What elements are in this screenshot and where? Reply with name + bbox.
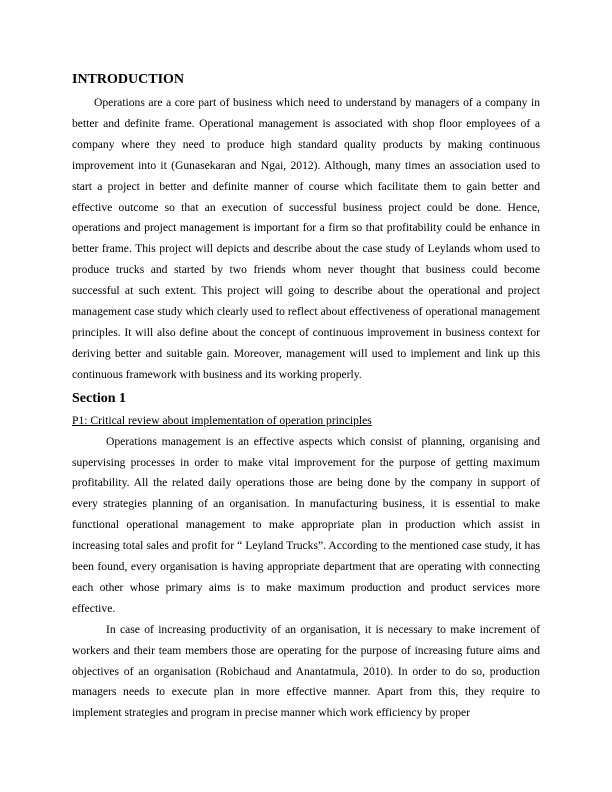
introduction-heading: INTRODUCTION	[72, 72, 185, 87]
page-content	[72, 70, 540, 724]
section-1-heading: Section 1	[72, 390, 127, 406]
section-1-subheading: P1: Critical review about implementation of operation principles	[72, 413, 372, 427]
section-1-paragraph-1: Operations management is an effective aspects which consist of planning, organising and supervising processes in order to make vital improvement for the purpose of getting maximum profitability. All the related daily operations those are being done by the company in support of every strategies planning of an organisation. In manufacturing business, it is essential to make functional operational management to make appropriate plan in production which assist in increasing total sales and profit for “ Leyland Trucks”. According to the mentioned case study, it has been found, every organisation is having appropriate department that are operating with connecting each other whose primary aims is to make maximum production and product services more effective.	[72, 434, 540, 615]
section-1-paragraph-2: In case of increasing productivity of an organisation, it is necessary to make increment of workers and their team members those are operating for the purpose of increasing future aims and objectives of an organisation (Robichaud and Anantatmula, 2010). In order to do so, production managers needs to execute plan in more effective manner. Apart from this, they require to implement strategies and program in precise manner which work efficiency by proper	[72, 622, 540, 720]
introduction-paragraph: Operations are a core part of business which need to understand by managers of a company in better and definite frame. Operational management is associated with shop floor employees of a company where they need to produce high standard quality products by making continuous improvement into it (Gunasekaran and Ngai, 2012). Although, many times an association used to start a project in better and definite manner of course which facilitate them to gain better and effective outcome so that an execution of successful business project could be done. Hence, operations and project management is important for a firm so that profitability could be enhance in better frame. This project will depicts and describe about the case study of Leylands whom used to produce trucks and started by two friends whom never thought that business could become successful at such extent. This project will going to describe about the operational and project management case study which clearly used to reflect about effectiveness of operational management principles. It will also define about the concept of continuous improvement in business context for deriving better and suitable gain. Moreover, management will used to implement and link up this continuous framework with business and its working properly.	[72, 96, 540, 381]
